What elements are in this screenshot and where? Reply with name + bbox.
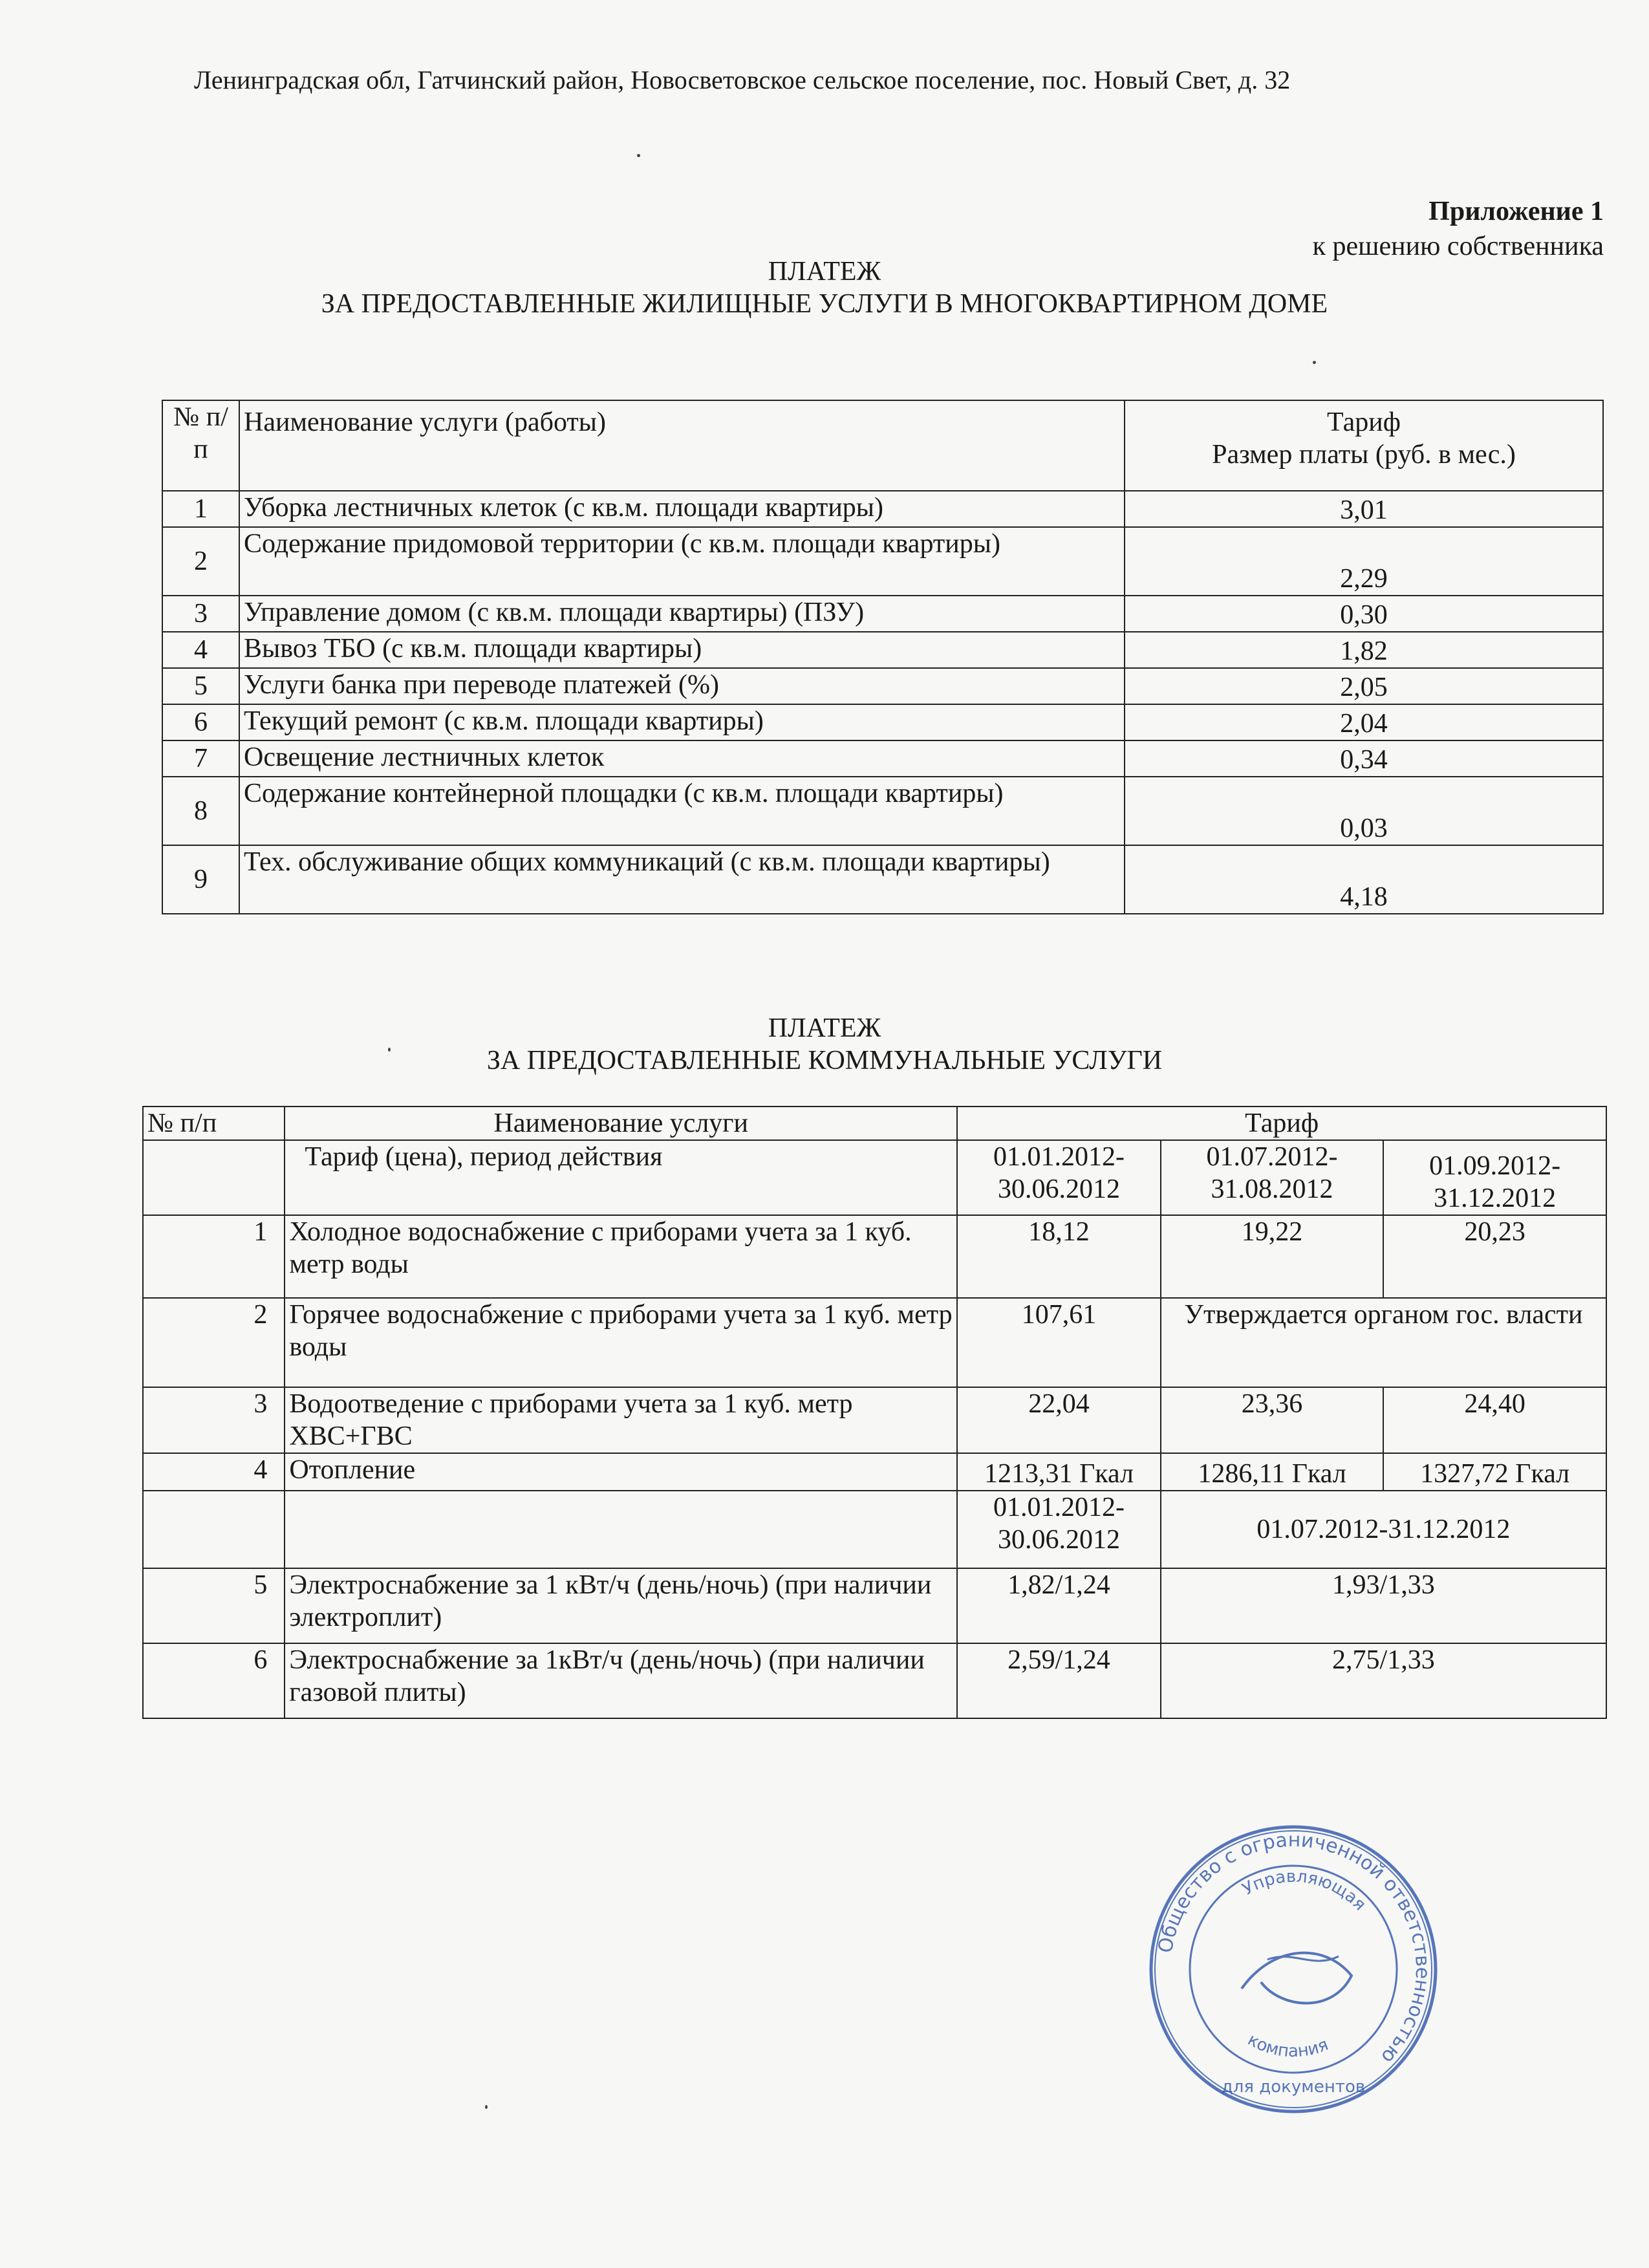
stamp-inner-bottom: компания [1244, 2030, 1331, 2062]
col-header-tariff [1125, 400, 1603, 491]
period-label: Тариф (цена), период действия [285, 1140, 957, 1215]
row-name: Содержание придомовой территории (с кв.м. площади квартиры) [239, 527, 1125, 596]
row-num: 2 [162, 527, 239, 596]
row-name: Вывоз ТБО (с кв.м. площади квартиры) [239, 632, 1125, 668]
row-num: 3 [162, 596, 239, 632]
utilities-title [0, 1012, 1649, 1077]
row-value-1: 107,61 [957, 1298, 1161, 1387]
table-row [143, 1643, 1606, 1718]
row-name: Текущий ремонт (с кв.м. площади квартиры) [239, 704, 1125, 740]
row-value: 2,29 [1125, 527, 1603, 596]
table-row [143, 1568, 1606, 1643]
row-num: 5 [162, 668, 239, 704]
row-value-merged: 1,93/1,33 [1161, 1568, 1606, 1643]
row-value-merged: Утверждается органом гос. власти [1161, 1298, 1606, 1387]
scan-speck [637, 154, 640, 157]
row-name: Содержание контейнерной площадки (с кв.м. площади квартиры) [239, 777, 1125, 845]
scan-speck [1313, 361, 1316, 364]
row-value-3: 24,40 [1383, 1387, 1606, 1453]
col-header-tariff-line2: Размер платы (руб. в мес.) [1212, 440, 1516, 470]
utilities-table [142, 1106, 1607, 1719]
row-value-1: 18,12 [957, 1215, 1161, 1298]
table-header-row [143, 1107, 1606, 1140]
row-value-2: 19,22 [1161, 1215, 1384, 1298]
row-num: 1 [143, 1215, 285, 1298]
row-value-1: 1213,31 Гкал [957, 1453, 1161, 1491]
row-value: 0,30 [1125, 596, 1603, 632]
housing-title-line1: ПЛАТЕЖ [768, 257, 881, 286]
appendix-block [1313, 194, 1604, 264]
col-header-num: № п/п [162, 400, 239, 491]
table-row [162, 527, 1603, 596]
col-header-num: № п/п [143, 1107, 285, 1140]
company-stamp [1145, 1820, 1442, 2118]
table-row [143, 1298, 1606, 1387]
row-value: 2,05 [1125, 668, 1603, 704]
period2-2: 01.07.2012-31.12.2012 [1161, 1491, 1606, 1568]
row-value-1: 2,59/1,24 [957, 1643, 1161, 1718]
period-row [143, 1491, 1606, 1568]
row-num: 3 [143, 1387, 285, 1453]
row-name: Уборка лестничных клеток (с кв.м. площади квартиры) [239, 491, 1125, 527]
period-row [143, 1140, 1606, 1215]
stamp-inner-top: Управляющая [1239, 1866, 1370, 1915]
row-name: Управление домом (с кв.м. площади квартиры) (ПЗУ) [239, 596, 1125, 632]
row-num: 4 [143, 1453, 285, 1491]
row-value-merged: 2,75/1,33 [1161, 1643, 1606, 1718]
row-value: 0,03 [1125, 777, 1603, 845]
table-row [162, 632, 1603, 668]
col-header-tariff: Тариф [957, 1107, 1606, 1140]
table-row [162, 596, 1603, 632]
row-num: 9 [162, 845, 239, 914]
row-num: 4 [162, 632, 239, 668]
row-num: 2 [143, 1298, 285, 1387]
row-name: Тех. обслуживание общих коммуникаций (с кв.м. площади квартиры) [239, 845, 1125, 914]
period-3: 01.09.2012-31.12.2012 [1383, 1140, 1606, 1215]
row-value-3: 20,23 [1383, 1215, 1606, 1298]
row-num: 7 [162, 740, 239, 777]
row-name: Услуги банка при переводе платежей (%) [239, 668, 1125, 704]
table-row [143, 1453, 1606, 1491]
stamp-bottom-text: для документов [1221, 2077, 1366, 2097]
col-header-tariff-line1: Тариф [1327, 407, 1401, 437]
row-name: Горячее водоснабжение с приборами учета за 1 куб. метр воды [285, 1298, 957, 1387]
row-num: 1 [162, 491, 239, 527]
housing-title [65, 255, 1584, 320]
scan-speck [388, 1048, 391, 1052]
row-value: 0,34 [1125, 740, 1603, 777]
housing-title-line2: ЗА ПРЕДОСТАВЛЕННЫЕ ЖИЛИЩНЫЕ УСЛУГИ В МНОГОКВАРТИРНОМ ДОМЕ [321, 289, 1328, 319]
table-row [143, 1215, 1606, 1298]
table-row [143, 1387, 1606, 1453]
appendix-subtitle: к решению собственника [1312, 232, 1604, 261]
table-row [162, 491, 1603, 527]
row-value-3: 1327,72 Гкал [1383, 1453, 1606, 1491]
scan-speck [485, 2105, 488, 2109]
row-name: Водоотведение с приборами учета за 1 куб. метр ХВС+ГВС [285, 1387, 957, 1453]
row-value: 3,01 [1125, 491, 1603, 527]
row-value: 2,04 [1125, 704, 1603, 740]
col-header-name: Наименование услуги [285, 1107, 957, 1140]
row-name: Холодное водоснабжение с приборами учета за 1 куб. метр воды [285, 1215, 957, 1298]
address-header: Ленинградская обл, Гатчинский район, Новосветовское сельское поселение, пос. Новый Свет, д. 32 [194, 65, 1291, 94]
row-name: Отопление [285, 1453, 957, 1491]
row-value-2: 1286,11 Гкал [1161, 1453, 1384, 1491]
table-row [162, 668, 1603, 704]
table-row [162, 704, 1603, 740]
row-num: 6 [162, 704, 239, 740]
stamp-outer-text: Общество с ограниченной ответственностью [1154, 1828, 1434, 2068]
row-name: Освещение лестничных клеток [239, 740, 1125, 777]
table-row [162, 777, 1603, 845]
table-row [162, 740, 1603, 777]
row-value-2: 23,36 [1161, 1387, 1384, 1453]
row-num: 8 [162, 777, 239, 845]
housing-services-table [162, 400, 1604, 914]
table-row [162, 845, 1603, 914]
row-name: Электроснабжение за 1кВт/ч (день/ночь) (при наличии газовой плиты) [285, 1643, 957, 1718]
row-value: 1,82 [1125, 632, 1603, 668]
utilities-title-line1: ПЛАТЕЖ [768, 1013, 881, 1043]
appendix-title: Приложение 1 [1428, 197, 1604, 226]
row-num: 5 [143, 1568, 285, 1643]
row-value-1: 22,04 [957, 1387, 1161, 1453]
period2-1: 01.01.2012-30.06.2012 [957, 1491, 1161, 1568]
period-1: 01.01.2012-30.06.2012 [957, 1140, 1161, 1215]
col-header-name: Наименование услуги (работы) [239, 400, 1125, 491]
period-2: 01.07.2012-31.08.2012 [1161, 1140, 1384, 1215]
utilities-title-line2: ЗА ПРЕДОСТАВЛЕННЫЕ КОММУНАЛЬНЫЕ УСЛУГИ [486, 1046, 1163, 1075]
row-num: 6 [143, 1643, 285, 1718]
table-header-row [162, 400, 1603, 491]
row-name: Электроснабжение за 1 кВт/ч (день/ночь) (при наличии электроплит) [285, 1568, 957, 1643]
row-value-1: 1,82/1,24 [957, 1568, 1161, 1643]
row-value: 4,18 [1125, 845, 1603, 914]
